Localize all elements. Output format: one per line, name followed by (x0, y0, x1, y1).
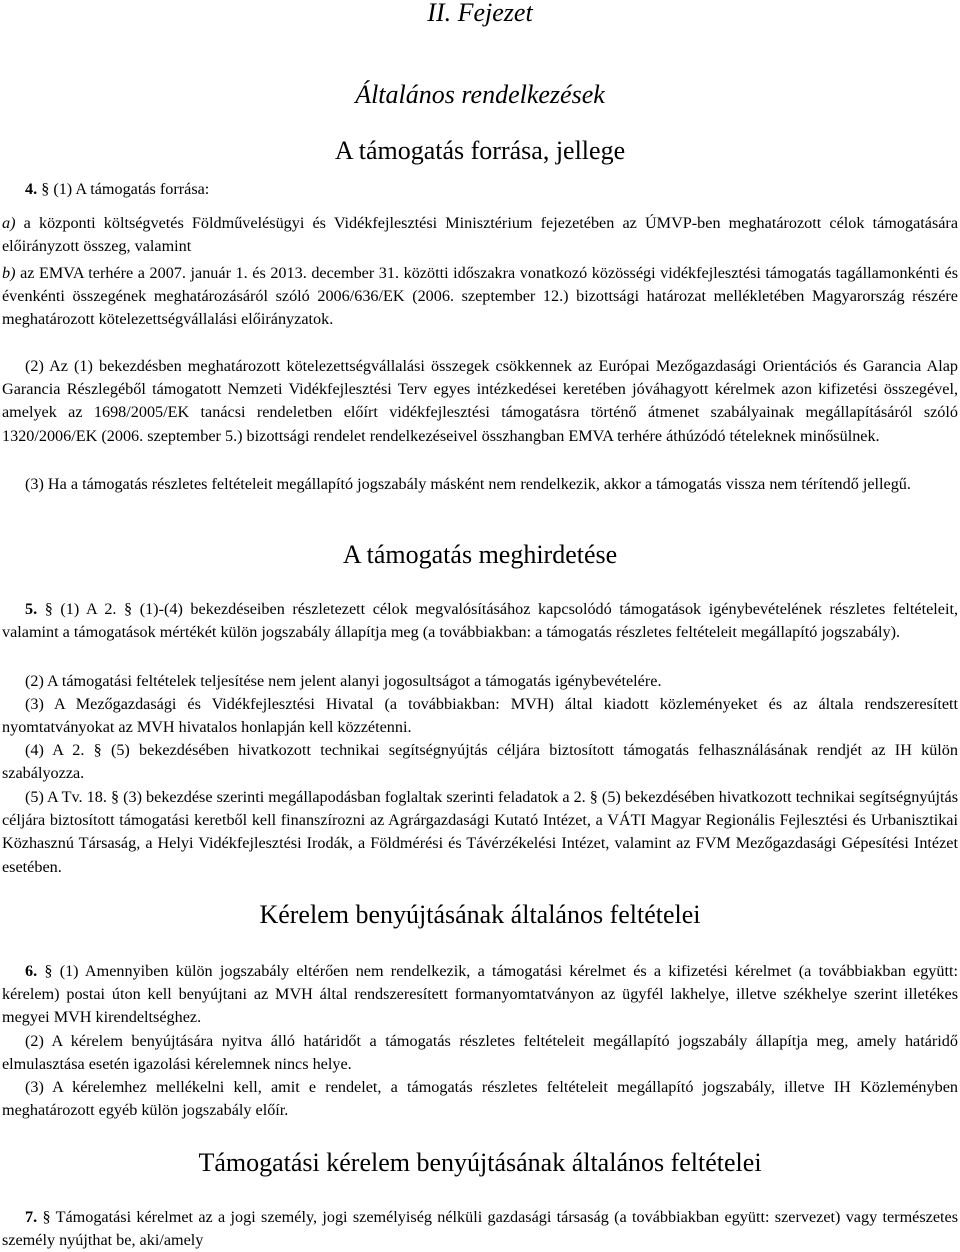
section-number: 7. (25, 1208, 38, 1226)
section-symbol: § (41, 180, 50, 198)
section-heading: Kérelem benyújtásának általános feltételei (259, 900, 701, 929)
section-number: 5. (25, 600, 38, 618)
paragraph: (5) A Tv. 18. § (3) bekezdése szerinti megállapodásban foglaltak szerinti feladatok a 2. § (5) bekezdésében hivatkozott technikai segítségnyújtás céljára biztosított támogatási keretből kell finanszírozni az Agrárgazdasági Kutató Intézet, a VÁTI Magyar Regionális Fejlesztési és Urbanisztikai Közhasznú Társaság, a Helyi Vidékfejlesztési Irodák, a Földmérési és Távérzékelési Intézet, valamint az FVM Mezőgazdasági Gépesítési Intézet esetében. (2, 788, 958, 876)
paragraph: 6. § (1) Amennyiben külön jogszabály eltérően nem rendelkezik, a támogatási kérelmet és a kifizetési kérelmet (a továbbiakban együtt: kérelem) postai úton kell benyújtani az MVH által rendszeresített formanyomtatványon az ügyfél lakhelye, illetve székhelye szerint illetékes megyei MVH kirendeltséghez. (2, 962, 958, 1027)
paragraph: (2) A támogatási feltételek teljesítése nem jelent alanyi jogosultságot a támogatás igénybevételére. (25, 672, 662, 690)
list-label: b) (2, 264, 16, 282)
chapter-title: II. Fejezet (427, 0, 533, 27)
paragraph: (3) A kérelemhez mellékelni kell, amit e rendelet, a támogatás részletes feltételeit megállapító jogszabály, illetve IH Közleményben meghatározott egyéb külön jogszabály előír. (2, 1078, 958, 1120)
section-symbol: § (44, 962, 53, 980)
paragraph: (3) A Mezőgazdasági és Vidékfejlesztési Hivatal (a továbbiakban: MVH) által kiadott közleményeket és az általa rendszeresített nyomtatványokat az MVH hivatalos honlapján kell közzétenni. (2, 695, 958, 737)
paragraph: (2) Az (1) bekezdésben meghatározott kötelezettségvállalási összegek csökkennek az Európai Mezőgazdasági Orientációs és Garancia Alap Garancia Részlegéből támogatott Nemzeti Vidékfejlesztési Terv egyes intézkedései keretében jóváhagyott kérelmek azon kifizetési összegével, amelyek az 1698/2005/EK tanácsi rendeletben előírt vidékfejlesztési támogatásra történő átmenet szabályainak megállapításáról szóló 1320/2006/EK (2006. szeptember 5.) bizottsági rendelet rendelkezéseivel összhangban EMVA terhére áthúzódó tételeknek minősülnek. (2, 357, 958, 445)
section-heading: A támogatás forrása, jellege (334, 136, 626, 165)
section-heading: A támogatás meghirdetése (342, 540, 618, 569)
part-title: Általános rendelkezések (355, 80, 605, 109)
section-number: 6. (25, 962, 38, 980)
list-label: a) (2, 214, 16, 232)
paragraph: (2) A kérelem benyújtására nyitva álló határidőt a támogatás részletes feltételeit megállapító jogszabály állapítja meg, amely határidő elmulasztása esetén igazolási kérelemnek nincs helye. (2, 1032, 958, 1074)
paragraph: 5. § (1) A 2. § (1)-(4) bekezdéseiben részletezett célok megvalósításához kapcsolódó támogatások igénybevételének részletes feltételeit, valamint a támogatások mértékét külön jogszabály állapítja meg (a továbbiakban: a támogatás részletes feltételeit megállapító jogszabály). (2, 600, 958, 642)
paragraph: 7. § Támogatási kérelmet az a jogi személy, jogi személyiség nélküli gazdasági társaság (a továbbiakban együtt: szervezet) vagy természetes személy nyújthat be, aki/amely (2, 1208, 958, 1250)
paragraph: (3) Ha a támogatás részletes feltételeit megállapító jogszabály másként nem rendelkezik, akkor a támogatás vissza nem térítendő jellegű. (25, 475, 911, 493)
paragraph: a) a központi költségvetés Földművelésügyi és Vidékfejlesztési Minisztérium fejezetében az ÚMVP-ben meghatározott célok támogatására előirányzott összeg, valamint (2, 214, 959, 256)
paragraph: 4. § (1) A támogatás forrása: (25, 180, 210, 198)
paragraph: (4) A 2. § (5) bekezdésében hivatkozott technikai segítségnyújtás céljára biztosított támogatás felhasználásának rendjét az IH külön szabályozza. (2, 741, 958, 783)
section-symbol: § (42, 1208, 51, 1226)
section-symbol: § (44, 600, 53, 618)
section-number: 4. (25, 180, 38, 198)
paragraph: b) az EMVA terhére a 2007. január 1. és 2013. december 31. közötti időszakra vonatkozó közösségi vidékfejlesztési támogatás tagállamonkénti és évenkénti összegének meghatározásáról szóló 2006/636/EK (2006. szeptember 12.) bizottsági határozat mellékletében Magyarország részére meghatározott kötelezettségvállalási előirányzatok. (2, 264, 958, 329)
section-heading: Támogatási kérelem benyújtásának általános feltételei (198, 1148, 762, 1177)
